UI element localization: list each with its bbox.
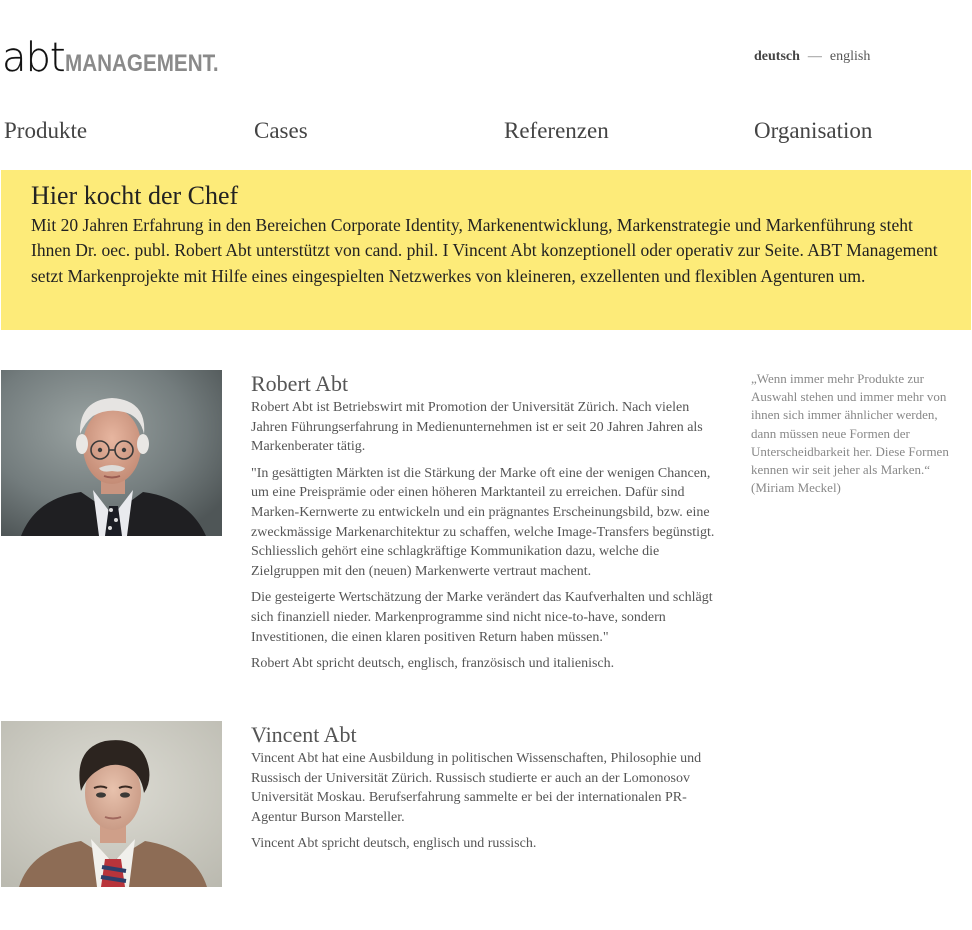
robert-abt-photo bbox=[1, 370, 222, 536]
language-switcher bbox=[754, 49, 870, 65]
logo-management-text: MANAGEMENT. bbox=[64, 50, 219, 77]
bio-paragraph: Die gesteigerte Wertschätzung der Marke verändert das Kaufverhalten und schlägt sich finanziell nieder. Markenprogramme sind nicht nice-to-have, sondern Investitionen, die einen klaren positiven Return haben müssen." bbox=[251, 590, 713, 645]
nav-item-produkte[interactable]: Produkte bbox=[4, 118, 88, 143]
person-name: Vincent Abt bbox=[251, 722, 357, 747]
robert-abt-bio bbox=[251, 371, 721, 681]
vincent-abt-bio bbox=[251, 722, 721, 861]
banner-title: Hier kocht der Chef bbox=[31, 181, 239, 210]
banner-text: Mit 20 Jahren Erfahrung in den Bereichen Corporate Identity, Markenentwicklung, Markenstrategie und Markenführung steht Ihnen Dr. oec. publ. Robert Abt unterstützt von cand. phil. I Vincent Abt konzeptionell oder operativ zur Seite. ABT Management setzt Markenprojekte mit Hilfe eines eingespielten Netzwerkes von kleineren, exzellenten und flexiblen Agenturen um. bbox=[31, 215, 938, 286]
lang-english-link[interactable]: english bbox=[829, 49, 871, 64]
lang-separator: — bbox=[807, 49, 822, 64]
nav-item-organisation[interactable]: Organisation bbox=[754, 118, 873, 143]
vincent-abt-photo bbox=[1, 721, 222, 887]
person-name: Robert Abt bbox=[251, 371, 349, 396]
bio-paragraph: Vincent Abt spricht deutsch, englisch und russisch. bbox=[251, 836, 537, 852]
intro-banner bbox=[1, 170, 971, 330]
main-nav bbox=[4, 118, 972, 148]
bio-paragraph: Robert Abt spricht deutsch, englisch, französisch und italienisch. bbox=[251, 656, 615, 672]
bio-paragraph: Robert Abt ist Betriebswirt mit Promotion der Universität Zürich. Nach vielen Jahren Führungserfahrung in Medienunternehmen ist er seit 20 Jahren Jahren als Markenberater tätig. bbox=[251, 400, 703, 455]
bio-paragraph: "In gesättigten Märkten ist die Stärkung der Marke oft eine der wenigen Chancen, um eine Preisprämie oder einen höheren Marktanteil zu erreichen. Dafür sind Marken-Kernwerte zu entwickeln und ein prägnantes Erscheinungsbild, bzw. eine zweckmässige Markenarchitektur zu schaffen, welche Image-Transfers begünstigt. Schliesslich gehört eine schlagkräftige Kommunikation dazu, welche die Zielgruppen mit den (neuen) Markenwerte vertraut machent. bbox=[251, 465, 715, 579]
logo[interactable] bbox=[2, 35, 243, 81]
logo-abt-text: abt bbox=[2, 35, 65, 81]
bio-paragraph: Vincent Abt hat eine Ausbildung in politischen Wissenschaften, Philosophie und Russisch der Universität Zürich. Russisch studierte er auch an der Lomonosov Universität Moskau. Berufserfahrung sammelte er bei der internationalen PR-Agentur Burson Marsteller. bbox=[251, 751, 702, 825]
lang-deutsch-link[interactable]: deutsch bbox=[754, 49, 800, 64]
nav-item-referenzen[interactable]: Referenzen bbox=[504, 118, 609, 143]
side-quote: „Wenn immer mehr Produkte zur Auswahl stehen und immer mehr von ihnen sich immer ähnlicher werden, dann müssen neue Formen der Unterscheidbarkeit her. Diese Formen kennen wir seit jeher als Marken.“ (Miriam Meckel) bbox=[751, 371, 949, 496]
nav-item-cases[interactable]: Cases bbox=[254, 118, 308, 143]
